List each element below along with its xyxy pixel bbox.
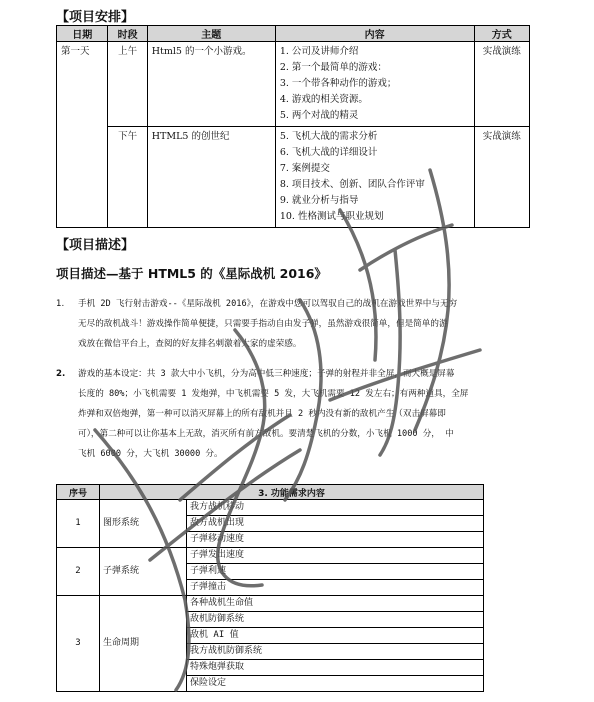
schedule-table [56,25,530,228]
group-number: 2 [57,548,100,596]
content-item: 9. 就业分析与指导 [279,195,359,206]
group-category: 生命周期 [100,596,187,692]
content-item: 10. 性格测试与职业规划 [279,211,384,222]
features-header-row [57,485,484,500]
topic-cell: Html5 的一个小游戏。 [147,42,275,127]
feature-item: 敌机 AI 值 [187,628,484,644]
method-cell: 实战演练 [474,42,530,127]
content-item: 5. 两个对战的精灵 [279,110,359,121]
paragraph-line [56,364,526,384]
paragraph-line: 无尽的敌机战斗！游戏操作简单便捷，只需要手指动自由发子弹，虽然游戏很简单，但是简单的游 [78,319,448,329]
feature-row [57,548,484,564]
paragraph-line: 飞机 6000 分，大飞机 30000 分。 [78,449,223,459]
content-item: 6. 飞机大战的详细设计 [279,147,378,158]
feature-item: 特殊炮弹获取 [187,660,484,676]
feature-item: 敌方战机出现 [187,516,484,532]
feature-item: 子弹移动速度 [187,532,484,548]
content-item: 5. 飞机大战的需求分析 [279,131,378,142]
content-item: 8. 项目技术、创新、团队合作评审 [279,179,425,190]
period-cell: 上午 [108,42,147,127]
feature-item: 保险设定 [187,676,484,692]
col-period: 时段 [108,26,147,42]
paragraph-line: 炸弹和双倍炮弹，第一种可以消灭屏幕上的所有敌机并且 2 秒内没有新的敌机产生（双击屏幕即 [78,409,446,419]
content-list [280,44,470,124]
content-list [280,129,470,225]
feature-item: 各种战机生命值 [187,596,484,612]
content-item: 1. 公司及讲师介绍 [279,46,359,57]
content-cell [275,42,474,127]
paragraph-number: 1. [56,299,65,309]
method-cell: 实战演练 [474,127,530,228]
feature-row [57,500,484,516]
feature-item: 子弹利速 [187,564,484,580]
col-topic: 主题 [147,26,275,42]
paragraph-line: 可），第二种可以让你基本上无敌，消灭所有前方敌机。要清楚飞机的分数，小飞机 1000 分， 中 [78,429,454,439]
signature-stroke [360,225,452,270]
content-item: 2. 第一个最简单的游戏： [279,62,387,73]
line-text: 游戏的基本设定：共 3 款大中小飞机，分为高中低三种速度；子弹的射程并非全屏，而大概是屏幕 [78,369,455,379]
period-cell: 下午 [108,127,147,228]
content-item: 4. 游戏的相关资源。 [279,94,368,105]
schedule-heading: 【项目安排】 [56,10,135,25]
group-category: 子弹系统 [100,548,187,596]
day-cell: 第一天 [57,42,108,228]
schedule-header-row [57,26,530,42]
content-item: 3. 一个带各种动作的游戏； [279,78,397,89]
description-heading: 【项目描述】 [56,238,135,253]
paragraph-line: 长度的 80%；小飞机需要 1 发炮弹，中飞机需要 5 发，大飞机需要 12 发左右；有两种道具，全屏 [78,389,469,399]
feature-item: 我方战机移动 [187,500,484,516]
group-category: 图形系统 [100,500,187,548]
col-content: 内容 [275,26,474,42]
group-number: 3 [57,596,100,692]
content-cell [275,127,474,228]
content-item: 7. 案例提交 [279,163,330,174]
schedule-row-afternoon [57,127,530,228]
col-num: 序号 [57,485,100,500]
feature-item: 敌机防御系统 [187,612,484,628]
paragraph-1 [56,294,526,354]
col-requirements: 3. 功能需求内容 [100,485,484,500]
paragraph-line: 戏放在微信平台上，查阅的好友排名刺激着大家的虚荣感。 [78,339,302,349]
schedule-row-morning [57,42,530,127]
feature-item: 子弹发出速度 [187,548,484,564]
feature-row [57,596,484,612]
topic-cell: HTML5 的创世纪 [147,127,275,228]
group-number: 1 [57,500,100,548]
project-title: 项目描述—基于 HTML5 的《星际战机 2016》 [56,266,327,281]
features-table [56,484,484,692]
feature-item: 我方战机防御系统 [187,644,484,660]
paragraph-2 [56,364,526,464]
line-text: 手机 2D 飞行射击游戏--《星际战机 2016》，在游戏中您可以驾驭自己的战机在游戏世界中与无穷 [78,299,458,309]
col-method: 方式 [474,26,530,42]
paragraph-number: 2. [56,369,66,379]
paragraph-line [56,294,526,314]
feature-item: 子弹撞击 [187,580,484,596]
col-date: 日期 [57,26,108,42]
